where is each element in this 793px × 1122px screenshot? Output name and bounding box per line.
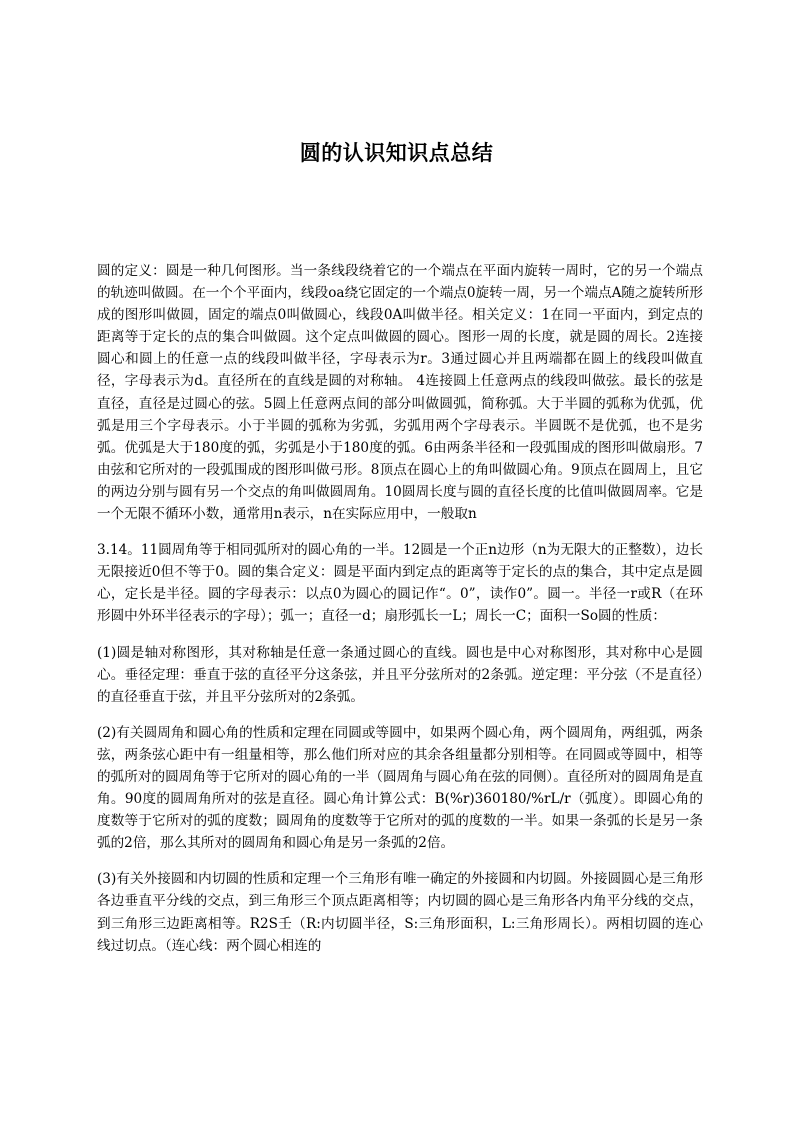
page-title: 圆的认识知识点总结 <box>299 141 494 165</box>
document-body <box>97 260 703 971</box>
paragraph-property-1: (1)圆是轴对称图形，其对称轴是任意一条通过圆心的直线。圆也是中心对称图形，其对称中心是圆心。垂径定理：垂直于弦的直径平分这条弦，并且平分弦所对的2条弧。逆定理：平分弦（不是直径）的直径垂直于弦，并且平分弦所对的2条弧。 <box>97 644 703 705</box>
paragraph-property-2: (2)有关圆周角和圆心角的性质和定理在同圆或等圆中，如果两个圆心角，两个圆周角，两组弧，两条弦，两条弦心距中有一组量相等，那么他们所对应的其余各组量都分别相等。在同圆或等圆中，相等的弧所对的圆周角等于它所对的圆心角的一半（圆周角与圆心角在弦的同侧）。直径所对的圆周角是直角。90度的圆周角所对的弦是直径。圆心角计算公式：B(%r)360180/%rL/r（弧度）。即圆心角的度数等于它所对的弧的度数；圆周角的度数等于它所对的弧的度数的一半。如果一条弧的长是另一条弧的2倍，那么其所对的圆周角和圆心角是另一条弧的2倍。 <box>97 724 703 852</box>
paragraph-pi-and-notation: 3.14。11圆周角等于相同弧所对的圆心角的一半。12圆是一个正n边形（n为无限大的正整数），边长无限接近0但不等于0。圆的集合定义：圆是平面内到定点的距离等于定长的点的集合，其中定点是圆心，定长是半径。圆的字母表示：以点0为圆心的圆记作“。0”，读作0”。圆一。半径一r或R（在环形圆中外环半径表示的字母）；弧一；直径一d；扇形弧长一L；周长一C；面积一So圆的性质： <box>97 542 703 625</box>
paragraph-property-3: (3)有关外接圆和内切圆的性质和定理一个三角形有唯一确定的外接圆和内切圆。外接圆圆心是三角形各边垂直平分线的交点，到三角形三个顶点距离相等；内切圆的圆心是三角形各内角平分线的交点，到三角形三边距离相等。R2S壬（R:内切圆半径，S:三角形面积，L:三角形周长）。两相切圆的连心线过切点。（连心线：两个圆心相连的 <box>97 871 703 954</box>
paragraph-definition: 圆的定义：圆是一种几何图形。当一条线段绕着它的一个端点在平面内旋转一周时，它的另一个端点的轨迹叫做圆。在一个个平面内，线段oa绕它固定的一个端点0旋转一周，另一个端点A随之旋转所形成的图形叫做圆，固定的端点0叫做圆心，线段0A叫做半径。相关定义：1在同一平面内，到定点的距离等于定长的点的集合叫做圆。这个定点叫做圆的圆心。图形一周的长度，就是圆的周长。2连接圆心和圆上的任意一点的线段叫做半径，字母表示为r。3通过圆心并且两端都在圆上的线段叫做直径，字母表示为d。直径所在的直线是圆的对称轴。 4连接圆上任意两点的线段叫做弦。最长的弦是直径，直径是过圆心的弦。5圆上任意两点间的部分叫做圆弧，简称弧。大于半圆的弧称为优弧，优弧是用三个字母表示。小于半圆的弧称为劣弧，劣弧用两个字母表示。半圆既不是优弧，也不是劣弧。优弧是大于180度的弧，劣弧是小于180度的弧。6由两条半径和一段弧围成的图形叫做扇形。7由弦和它所对的一段弧围成的图形叫做弓形。8顶点在圆心上的角叫做圆心角。9顶点在圆周上，且它的两边分别与圆有另一个交点的角叫做圆周角。10圆周长度与圆的直径长度的比值叫做圆周率。它是一个无限不循环小数，通常用n表示，n在实际应用中，一般取n <box>97 263 703 523</box>
